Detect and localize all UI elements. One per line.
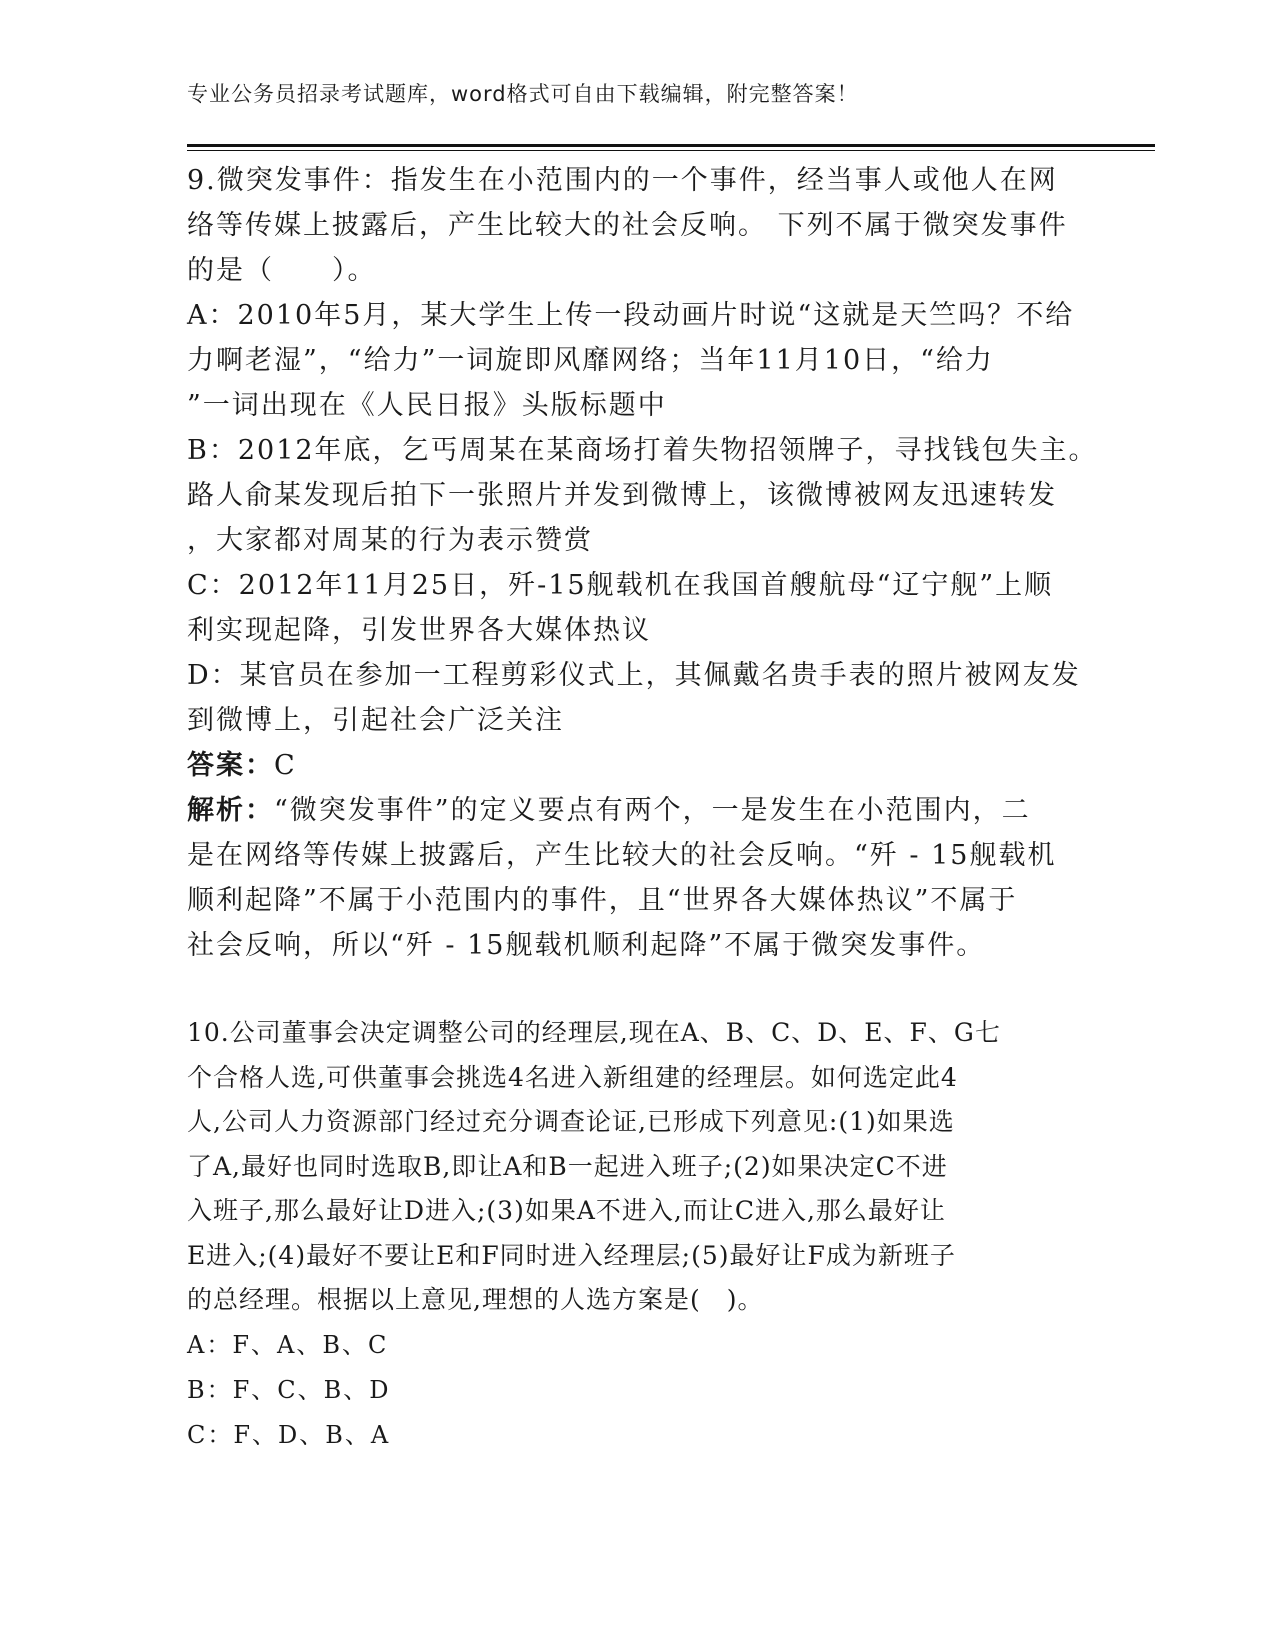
question-9-stem	[187, 158, 1087, 293]
option-b	[187, 428, 1098, 563]
option-line: 到微博上，引起社会广泛关注	[187, 705, 564, 736]
answer-label: 答案：	[187, 750, 274, 781]
stem-line: 的总经理。根据以上意见,理想的人选方案是( )。	[187, 1285, 764, 1314]
stem-line: 10.公司董事会决定调整公司的经理层,现在A、B、C、D、E、F、G七	[187, 1018, 1001, 1047]
document-body	[187, 158, 1098, 1458]
option-c: C：F、D、B、A	[187, 1420, 391, 1449]
answer-line	[187, 743, 1087, 788]
option-b: B：F、C、B、D	[187, 1375, 391, 1404]
question-10	[187, 1011, 1087, 1458]
header-rule-thick	[187, 144, 1155, 147]
analysis-line: 顺利起降”不属于小范围内的事件，且“世界各大媒体热议”不属于	[187, 885, 1018, 916]
answer-value: C	[274, 750, 297, 781]
document-header: 专业公务员招录考试题库，word格式可自由下载编辑，附完整答案！	[187, 82, 859, 106]
option-line: B：2012年底，乞丐周某在某商场打着失物招领牌子，寻找钱包失主。	[187, 435, 1098, 466]
option-line: ”一词出现在《人民日报》头版标题中	[187, 390, 667, 421]
question-gap	[187, 968, 1087, 1011]
option-line: 力啊老湿”，“给力”一词旋即风靡网络；当年11月10日，“给力	[187, 345, 994, 376]
option-d	[187, 653, 1087, 743]
question-10-stem	[187, 1011, 1087, 1323]
stem-line: 的是（ ）。	[187, 255, 377, 286]
option-a: A：F、A、B、C	[187, 1330, 389, 1359]
option-c	[187, 563, 1087, 653]
stem-line: 入班子,那么最好让D进入;(3)如果A不进入,而让C进入,那么最好让	[187, 1196, 946, 1225]
option-a	[187, 293, 1087, 428]
stem-line: 人,公司人力资源部门经过充分调查论证,已形成下列意见:(1)如果选	[187, 1107, 955, 1136]
header-rule-thin	[187, 150, 1155, 151]
stem-line: 络等传媒上披露后，产生比较大的社会反响。 下列不属于微突发事件	[187, 210, 1068, 241]
analysis-text: “微突发事件”的定义要点有两个，一是发生在小范围内，二	[274, 795, 1031, 826]
option-line: 利实现起降，引发世界各大媒体热议	[187, 615, 651, 646]
analysis-line	[187, 788, 1087, 833]
stem-line: 9.微突发事件：指发生在小范围内的一个事件，经当事人或他人在网	[187, 165, 1058, 196]
option-line: D：某官员在参加一工程剪彩仪式上，其佩戴名贵手表的照片被网友发	[187, 660, 1081, 691]
question-9	[187, 158, 1098, 968]
analysis-line: 社会反响，所以“歼 - 15舰载机顺利起降”不属于微突发事件。	[187, 930, 986, 961]
option-line: C：2012年11月25日，歼-15舰载机在我国首艘航母“辽宁舰”上顺	[187, 570, 1054, 601]
option-line: 路人俞某发现后拍下一张照片并发到微博上，该微博被网友迅速转发	[187, 480, 1057, 511]
analysis-label: 解析：	[187, 795, 274, 826]
analysis	[187, 788, 1087, 968]
stem-line: E进入;(4)最好不要让E和F同时进入经理层;(5)最好让F成为新班子	[187, 1240, 956, 1270]
analysis-line: 是在网络等传媒上披露后，产生比较大的社会反响。“歼 - 15舰载机	[187, 840, 1057, 871]
option-line: ，大家都对周某的行为表示赞赏	[187, 525, 593, 556]
stem-line: 了A,最好也同时选取B,即让A和B一起进入班子;(2)如果决定C不进	[187, 1151, 948, 1181]
stem-line: 个合格人选,可供董事会挑选4名进入新组建的经理层。如何选定此4	[187, 1062, 958, 1092]
option-line: A：2010年5月，某大学生上传一段动画片时说“这就是天竺吗？不给	[187, 300, 1075, 331]
